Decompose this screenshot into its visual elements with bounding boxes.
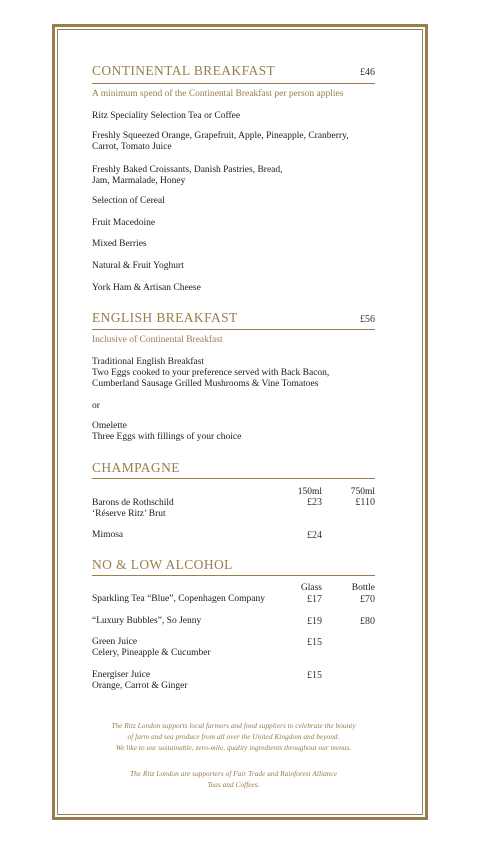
english-price: £56 [360,314,375,325]
continental-item: Freshly Squeezed Orange, Grapefruit, Apple, Pineapple, Cranberry, Carrot, Tomato Juice [92,131,349,152]
nolow-divider [92,575,375,576]
nolow-col-bottle: Bottle [351,583,375,593]
champagne-divider [92,478,375,479]
english-note: Inclusive of Continental Breakfast [92,335,223,345]
champagne-item-name: Barons de Rothschild ‘Réserve Ritz’ Brut [92,498,174,519]
continental-item: York Ham & Artisan Cheese [92,283,201,293]
continental-item: Ritz Speciality Selection Tea or Coffee [92,111,241,121]
champagne-item-price-150ml: £23 [307,497,322,508]
nolow-item-price-glass: £17 [307,594,322,605]
champagne-col-150ml: 150ml [297,487,322,497]
champagne-item-name: Mimosa [92,530,124,540]
continental-item: Natural & Fruit Yoghurt [92,261,184,271]
nolow-item-price-glass: £15 [307,637,322,648]
nolow-item-name: “Luxury Bubbles”, So Jenny [92,616,202,626]
english-divider [92,329,375,330]
nolow-item-price-glass: £15 [307,670,322,681]
nolow-item-price-bottle: £80 [360,616,375,627]
english-option-omelette: Omelette Three Eggs with fillings of your choice [92,421,242,442]
english-option-traditional: Traditional English Breakfast Two Eggs cooked to your preference served with Back Bacon, Cumberland Sausage Grilled Mushrooms & Vine Tomatoes [92,357,330,389]
english-or: or [92,401,100,411]
continental-item: Selection of Cereal [92,196,165,206]
champagne-col-750ml: 750ml [350,487,375,497]
footer-sourcing-note: The Ritz London supports local farmers and food suppliers to celebrate the bounty of farm and sea produce from all over the United Kingdom and beyond. We like to use sustainable, zero-mile, quality ingredients throughout our menus. [111,721,356,752]
continental-item: Mixed Berries [92,239,147,249]
nolow-item-name: Green Juice Celery, Pineapple & Cucumber [92,637,211,658]
footer-fairtrade-note: The Ritz London are supporters of Fair Trade and Rainforest Alliance Teas and Coffees. [129,769,338,789]
champagne-item-price-750ml: £110 [355,497,375,508]
champagne-item-price-150ml: £24 [307,530,322,541]
continental-title: CONTINENTAL BREAKFAST [92,63,276,78]
english-title: ENGLISH BREAKFAST [92,310,238,325]
champagne-title: CHAMPAGNE [92,460,180,475]
continental-divider [92,83,375,84]
nolow-item-name: Energiser Juice Orange, Carrot & Ginger [92,670,188,691]
continental-item: Freshly Baked Croissants, Danish Pastries, Bread, Jam, Marmalade, Honey [92,165,283,186]
nolow-item-price-glass: £19 [307,616,322,627]
nolow-title: NO & LOW ALCOHOL [92,557,233,572]
continental-price: £46 [360,67,375,78]
nolow-col-glass: Glass [300,583,322,593]
continental-note: A minimum spend of the Continental Breakfast per person applies [92,89,344,99]
nolow-item-price-bottle: £70 [360,594,375,605]
continental-item: Fruit Macedoine [92,218,156,228]
nolow-item-name: Sparkling Tea “Blue”, Copenhagen Company [92,594,266,604]
